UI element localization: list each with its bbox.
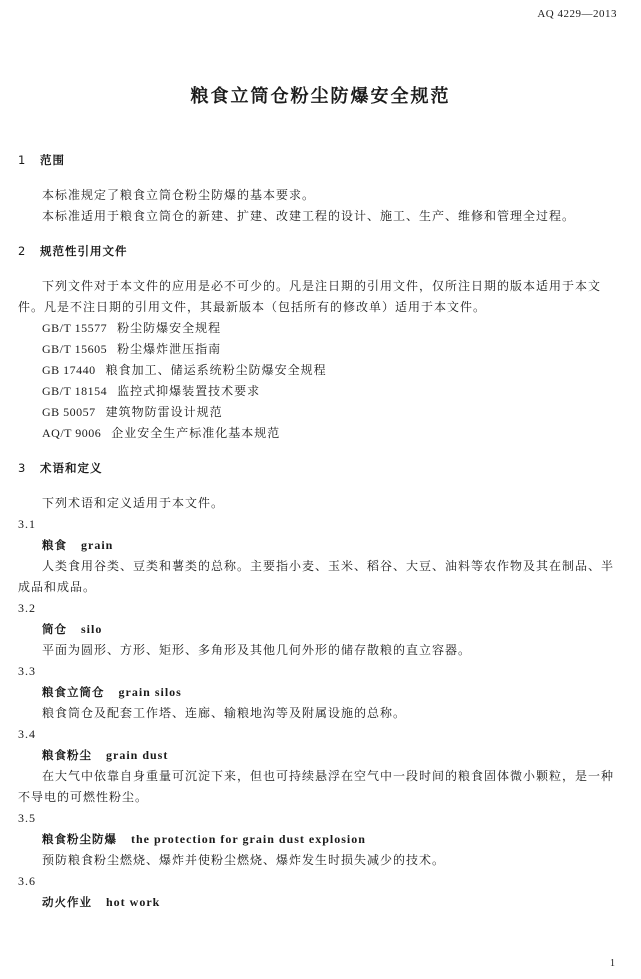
term-zh: 筒仓 (42, 622, 67, 636)
term-definition: 预防粮食粉尘燃烧、爆炸并使粉尘燃烧、爆炸发生时损失减少的技术。 (42, 853, 446, 867)
term-name (18, 619, 626, 640)
term-en: grain (81, 538, 114, 552)
reference-code: GB 50057 (42, 405, 96, 419)
section-number: 2 (18, 244, 27, 258)
reference-item (18, 360, 626, 381)
section-number: 3 (18, 461, 27, 475)
term-en: grain dust (106, 748, 169, 762)
reference-code: GB/T 15577 (42, 321, 108, 335)
reference-code: GB/T 18154 (42, 384, 108, 398)
page-number: 1 (610, 958, 615, 969)
reference-item (18, 381, 626, 402)
reference-name: 监控式抑爆装置技术要求 (117, 384, 261, 398)
section-title: 术语和定义 (40, 461, 103, 475)
paragraph: 下列文件对于本文件的应用是必不可少的。凡是注日期的引用文件，仅所注日期的版本适用于本文件。凡是不注日期的引用文件，其最新版本（包括所有的修改单）适用于本文件。 (18, 279, 602, 314)
reference-code: AQ/T 9006 (42, 426, 102, 440)
term-number: 3.3 (18, 664, 36, 678)
section-number: 1 (18, 153, 27, 167)
reference-item (18, 318, 626, 339)
document-code: AQ 4229—2013 (537, 8, 617, 20)
section-heading-terms-definitions (18, 458, 626, 479)
term-zh: 粮食 (42, 538, 67, 552)
reference-code: GB 17440 (42, 363, 96, 377)
term-en: hot work (106, 895, 161, 909)
term-number: 3.2 (18, 601, 36, 615)
reference-item (18, 423, 626, 444)
term-number: 3.1 (18, 517, 36, 531)
paragraph: 下列术语和定义适用于本文件。 (42, 496, 225, 510)
reference-name: 建筑物防雷设计规范 (105, 405, 223, 419)
term-zh: 粮食粉尘防爆 (42, 832, 117, 846)
paragraph: 本标准适用于粮食立筒仓的新建、扩建、改建工程的设计、施工、生产、维修和管理全过程。 (42, 209, 576, 223)
term-number: 3.4 (18, 727, 36, 741)
reference-name: 企业安全生产标准化基本规范 (111, 426, 281, 440)
section-heading-scope (18, 150, 626, 171)
section-heading-normative-references (18, 241, 626, 262)
term-en: grain silos (118, 685, 182, 699)
term-zh: 粮食立筒仓 (42, 685, 105, 699)
section-title: 范围 (40, 153, 65, 167)
term-definition: 平面为圆形、方形、矩形、多角形及其他几何外形的储存散粮的直立容器。 (42, 643, 472, 657)
reference-item (18, 402, 626, 423)
document-body (18, 150, 626, 913)
reference-name: 粮食加工、储运系统粉尘防爆安全规程 (105, 363, 327, 377)
term-en: the protection for grain dust explosion (131, 832, 366, 846)
term-name (18, 829, 626, 850)
term-name (18, 892, 626, 913)
term-zh: 粮食粉尘 (42, 748, 92, 762)
paragraph: 本标准规定了粮食立筒仓粉尘防爆的基本要求。 (42, 188, 316, 202)
reference-name: 粉尘爆炸泄压指南 (117, 342, 222, 356)
reference-name: 粉尘防爆安全规程 (117, 321, 222, 335)
term-name (18, 682, 626, 703)
term-number: 3.5 (18, 811, 36, 825)
term-zh: 动火作业 (42, 895, 92, 909)
section-title: 规范性引用文件 (40, 244, 128, 258)
reference-item (18, 339, 626, 360)
term-name (18, 745, 626, 766)
term-definition: 人类食用谷类、豆类和薯类的总称。主要指小麦、玉米、稻谷、大豆、油料等农作物及其在制品、半成品和成品。 (18, 559, 615, 594)
term-definition: 在大气中依靠自身重量可沉淀下来，但也可持续悬浮在空气中一段时间的粮食固体微小颗粒，是一种不导电的可燃性粉尘。 (18, 769, 615, 804)
term-name (18, 535, 626, 556)
page-title: 粮食立筒仓粉尘防爆安全规范 (190, 86, 451, 107)
term-en: silo (81, 622, 103, 636)
term-definition: 粮食筒仓及配套工作塔、连廊、输粮地沟等及附属设施的总称。 (42, 706, 407, 720)
reference-code: GB/T 15605 (42, 342, 108, 356)
term-number: 3.6 (18, 874, 36, 888)
